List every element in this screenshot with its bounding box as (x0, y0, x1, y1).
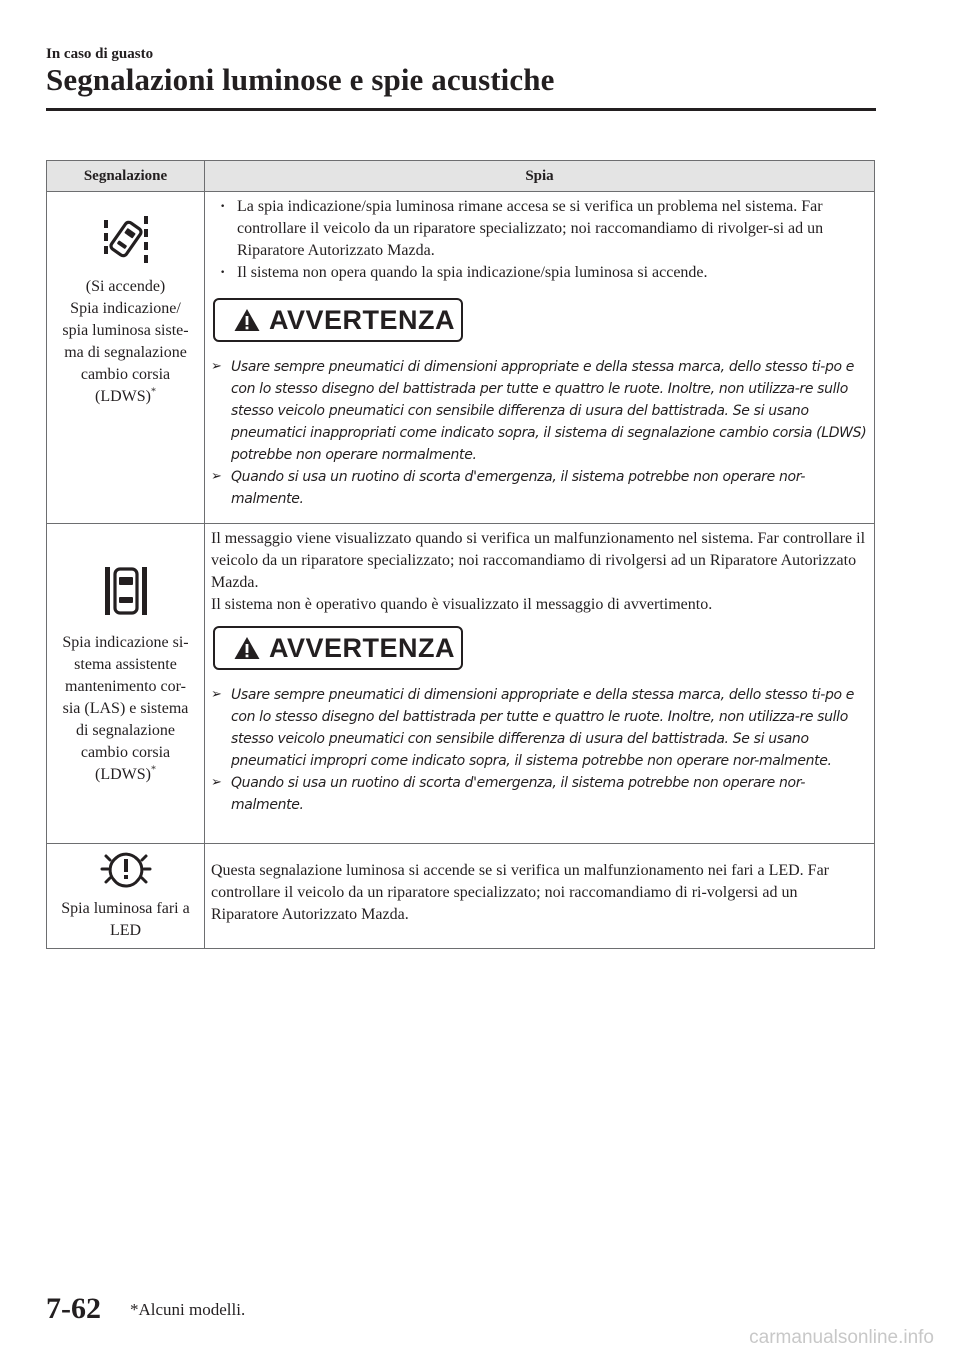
signal-line: Spia indicazione si- (62, 634, 189, 651)
warning-triangle-icon (233, 307, 261, 333)
table-row (47, 192, 875, 524)
section-label: In caso di guasto (46, 46, 154, 62)
signal-line: Spia indicazione/ (70, 300, 181, 317)
warning-badge (213, 298, 463, 342)
signal-line: stema assistente (74, 656, 177, 673)
warning-item: ➢ Usare sempre pneumatici di dimensioni appropriate e della stessa marca, dello stesso ti-po e con lo stesso disegno del battistrada per tutte e quattro le ruote. Inoltre, non utilizza-re sullo stesso veicolo pneumatici con sensibile differenza di usura del battistrada. Se si usano pneumatici impropri come indicato sopra, il sistema potrebbe non operare nor-malmente. (211, 684, 868, 772)
description-paragraph: Il messaggio viene visualizzato quando si verifica un malfunzionamento nel sistema. Far controllare il veicolo da un riparatore specializzato; noi raccomandiamo di rivolgersi ad un Riparatore Autorizzato Mazda. (211, 530, 866, 591)
description-paragraph: Il sistema non è operativo quando è visualizzato il messaggio di avvertimento. (211, 596, 713, 613)
signal-line: ma di segnalazione (64, 344, 187, 361)
signal-line: sia (LAS) e sistema (62, 700, 189, 717)
column-header-spia: Spia (205, 161, 875, 192)
table-row (47, 844, 875, 949)
asterisk-mark: * (150, 764, 156, 776)
column-header-signal: Segnalazione (47, 161, 205, 192)
table-header-row (47, 161, 875, 192)
lane-keep-assist-icon (103, 564, 149, 618)
warning-label: AVVERTENZA (269, 305, 456, 335)
signal-line: LED (109, 922, 142, 939)
description-cell (205, 524, 875, 844)
signal-line: di segnalazione (75, 722, 176, 739)
warning-label: AVVERTENZA (269, 633, 456, 663)
watermark: carmanualsonline.info (749, 1327, 934, 1348)
bullet-list (211, 196, 868, 284)
signal-line: cambio corsia (80, 744, 171, 761)
signal-line: (Si accende) (85, 278, 166, 295)
bullet-item: · Il sistema non opera quando la spia indicazione/spia luminosa si accende. (211, 262, 868, 284)
description-paragraph: Questa segnalazione luminosa si accende se si verifica un malfunzionamento nei fari a LED. Far controllare il veicolo da un riparatore specializzato; noi raccomandiamo di ri-volgersi ad un Riparatore Autorizzato Mazda. (211, 862, 829, 923)
asterisk-mark: * (150, 386, 156, 398)
signal-line: (LDWS) (95, 388, 151, 405)
signal-line: (LDWS) (95, 766, 151, 783)
warning-item: ➢ Quando si usa un ruotino di scorta d'emergenza, il sistema potrebbe non operare nor-malmente. (211, 466, 868, 510)
signal-cell (47, 844, 205, 949)
warning-triangle-icon (233, 635, 261, 661)
page-title: Segnalazioni luminose e spie acustiche (46, 62, 555, 97)
warning-badge (213, 626, 463, 670)
description-cell (205, 192, 875, 524)
table-row (47, 524, 875, 844)
warning-list (211, 356, 868, 510)
bullet-item: · La spia indicazione/spia luminosa rimane accesa se si verifica un problema nel sistema. Far controllare il veicolo da un riparatore specializzato; noi raccomandiamo di rivolger-si ad un Riparatore Autorizzato Mazda. (211, 196, 868, 262)
description-cell (205, 844, 875, 949)
led-headlight-warning-icon (100, 850, 152, 892)
signal-line: spia luminosa siste- (62, 322, 189, 339)
signal-cell (47, 192, 205, 524)
warning-lights-table (46, 160, 875, 949)
warning-item: ➢ Quando si usa un ruotino di scorta d'emergenza, il sistema potrebbe non operare nor-malmente. (211, 772, 868, 816)
signal-line: cambio corsia (80, 366, 171, 383)
warning-list (211, 684, 868, 816)
signal-line: mantenimento cor- (65, 678, 186, 695)
page-number: 7-62 (46, 1292, 101, 1325)
signal-cell (47, 524, 205, 844)
title-rule (46, 108, 876, 111)
signal-line: Spia luminosa fari a (61, 900, 190, 917)
footnote: *Alcuni modelli. (130, 1300, 246, 1319)
lane-departure-warning-icon (100, 212, 152, 266)
warning-item: ➢ Usare sempre pneumatici di dimensioni appropriate e della stessa marca, dello stesso ti-po e con lo stesso disegno del battistrada per tutte e quattro le ruote. Inoltre, non utilizza-re sullo stesso veicolo pneumatici con sensibile differenza di usura del battistrada. Se si usano pneumatici inappropriati come indicato sopra, il sistema di segnalazione cambio corsia (LDWS) potrebbe non operare normalmente. (211, 356, 868, 466)
